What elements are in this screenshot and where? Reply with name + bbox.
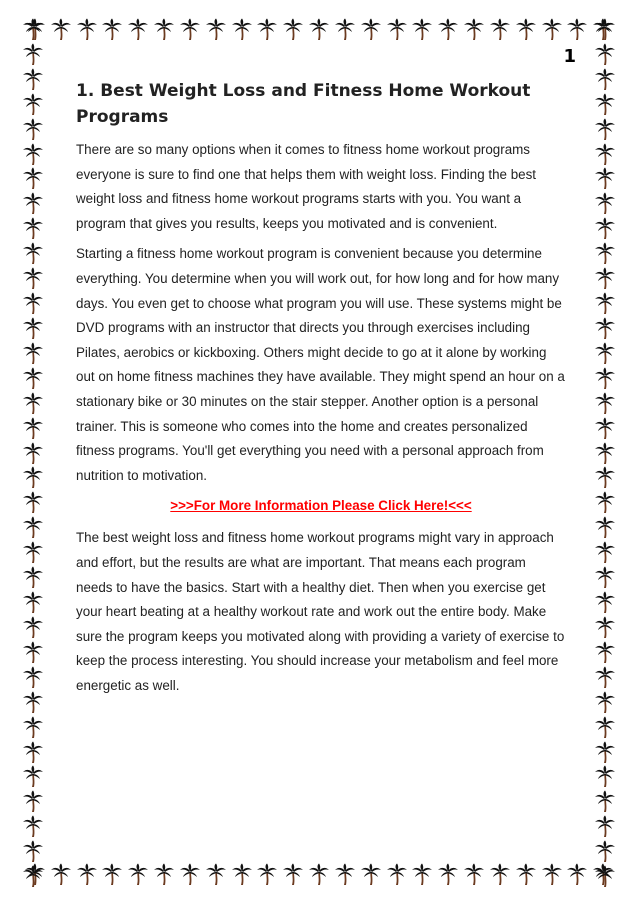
palm-tree-icon [23, 742, 43, 764]
palm-tree-icon [595, 617, 615, 639]
palm-tree-icon [595, 791, 615, 813]
palm-tree-icon [516, 19, 536, 41]
palm-tree-icon [23, 144, 43, 166]
palm-tree-icon [595, 368, 615, 390]
palm-tree-icon [23, 766, 43, 788]
palm-tree-icon [23, 567, 43, 589]
palm-tree-icon [23, 393, 43, 415]
palm-tree-icon [23, 293, 43, 315]
palm-tree-icon [595, 717, 615, 739]
more-info-link-container [76, 494, 566, 518]
palm-tree-icon [438, 864, 458, 886]
left-palm-border [22, 16, 44, 888]
palm-tree-icon [23, 816, 43, 838]
palm-tree-icon [335, 864, 355, 886]
palm-tree-icon [595, 467, 615, 489]
palm-tree-icon [595, 517, 615, 539]
palm-tree-icon [595, 567, 615, 589]
paragraph-intro: There are so many options when it comes to fitness home workout programs everyone is sure to find one that helps them with weight loss. Finding the best weight loss and fitness home workout programs starts with you. You want a program that gives you results, keeps you motivated and is convenient. [76, 142, 537, 231]
palm-tree-icon [23, 268, 43, 290]
palm-tree-icon [387, 864, 407, 886]
palm-tree-icon [180, 864, 200, 886]
right-palm-border [594, 16, 616, 888]
palm-tree-icon [438, 19, 458, 41]
palm-tree-icon [516, 864, 536, 886]
palm-tree-icon [102, 19, 122, 41]
palm-tree-icon [23, 791, 43, 813]
palm-tree-icon [128, 864, 148, 886]
palm-tree-icon [595, 841, 615, 863]
palm-tree-icon [387, 19, 407, 41]
palm-tree-icon [23, 368, 43, 390]
palm-tree-icon [23, 667, 43, 689]
palm-tree-icon [77, 864, 97, 886]
palm-tree-icon [232, 864, 252, 886]
palm-tree-icon [23, 193, 43, 215]
palm-tree-icon [595, 766, 615, 788]
palm-tree-icon [464, 864, 484, 886]
palm-tree-icon [542, 19, 562, 41]
palm-tree-icon [595, 218, 615, 240]
palm-tree-icon [595, 393, 615, 415]
palm-tree-icon [154, 864, 174, 886]
palm-tree-icon [51, 19, 71, 41]
palm-tree-icon [128, 19, 148, 41]
palm-tree-icon [23, 343, 43, 365]
palm-tree-icon [23, 866, 43, 888]
palm-tree-icon [490, 864, 510, 886]
palm-tree-icon [595, 816, 615, 838]
palm-tree-icon [361, 19, 381, 41]
palm-tree-icon [412, 19, 432, 41]
paragraph-starting: Starting a fitness home workout program is convenient because you determine everything. You determine when you will work out, for how long and for how many days. You even get to choose what program you will use. These systems might be DVD programs with an instructor that directs you through exercises including Pilates, aerobics or kickboxing. Others might decide to go at it alone by working out on home fitness machines they have available. They might spend an hour on a stationary bike or 30 minutes on the stair stepper. Another option is a personal trainer. This is someone who comes into the home and creates personalized fitness programs. You'll get everything you need with a personal approach from nutrition to motivation. [76, 246, 565, 483]
palm-tree-icon [335, 19, 355, 41]
palm-tree-icon [23, 168, 43, 190]
palm-tree-icon [23, 841, 43, 863]
palm-tree-icon [567, 864, 587, 886]
palm-tree-icon [595, 592, 615, 614]
palm-tree-icon [595, 418, 615, 440]
palm-tree-icon [595, 742, 615, 764]
palm-tree-icon [595, 642, 615, 664]
palm-tree-icon [257, 864, 277, 886]
palm-tree-icon [595, 542, 615, 564]
palm-tree-icon [595, 492, 615, 514]
palm-tree-icon [595, 692, 615, 714]
palm-tree-icon [595, 168, 615, 190]
palm-tree-icon [23, 642, 43, 664]
palm-tree-icon [206, 19, 226, 41]
palm-tree-icon [595, 144, 615, 166]
palm-tree-icon [232, 19, 252, 41]
palm-tree-icon [23, 542, 43, 564]
palm-tree-icon [595, 667, 615, 689]
palm-tree-icon [595, 119, 615, 141]
top-palm-border [22, 14, 616, 44]
palm-tree-icon [23, 243, 43, 265]
palm-tree-icon [309, 19, 329, 41]
palm-tree-icon [567, 19, 587, 41]
palm-tree-icon [180, 19, 200, 41]
more-info-link[interactable]: >>>For More Information Please Click Here!<<< [170, 498, 472, 514]
palm-tree-icon [23, 692, 43, 714]
palm-tree-icon [23, 218, 43, 240]
palm-tree-icon [23, 592, 43, 614]
palm-tree-icon [490, 19, 510, 41]
palm-tree-icon [595, 293, 615, 315]
palm-tree-icon [542, 864, 562, 886]
palm-tree-icon [23, 19, 43, 41]
bottom-palm-border [22, 859, 616, 889]
palm-tree-icon [23, 492, 43, 514]
page-title: 1. Best Weight Loss and Fitness Home Workout Programs [76, 81, 531, 127]
palm-tree-icon [595, 443, 615, 465]
palm-tree-icon [595, 69, 615, 91]
palm-tree-icon [309, 864, 329, 886]
palm-tree-icon [595, 343, 615, 365]
palm-tree-icon [206, 864, 226, 886]
palm-tree-icon [23, 94, 43, 116]
palm-tree-icon [51, 864, 71, 886]
palm-tree-icon [595, 243, 615, 265]
palm-tree-icon [412, 864, 432, 886]
palm-tree-icon [23, 69, 43, 91]
palm-tree-icon [23, 467, 43, 489]
palm-tree-icon [23, 443, 43, 465]
palm-tree-icon [283, 19, 303, 41]
paragraph-results: The best weight loss and fitness home workout programs might vary in approach and effort, but the results are what are important. That means each program needs to have the basics. Start with a healthy diet. Then when you exercise get your heart beating at a healthy workout rate and work out the entire body. Make sure the program keeps you motivated along with providing a variety of exercise to keep the process interesting. You should increase your metabolism and feel more energetic as well. [76, 530, 565, 693]
palm-tree-icon [464, 19, 484, 41]
palm-tree-icon [23, 617, 43, 639]
palm-tree-icon [23, 318, 43, 340]
palm-tree-icon [595, 94, 615, 116]
document-body [76, 78, 566, 704]
palm-tree-icon [23, 717, 43, 739]
palm-tree-icon [23, 119, 43, 141]
palm-tree-icon [23, 517, 43, 539]
palm-tree-icon [595, 866, 615, 888]
palm-tree-icon [257, 19, 277, 41]
palm-tree-icon [283, 864, 303, 886]
palm-tree-icon [23, 418, 43, 440]
palm-tree-icon [595, 19, 615, 41]
palm-tree-icon [595, 318, 615, 340]
palm-tree-icon [595, 193, 615, 215]
palm-tree-icon [77, 19, 97, 41]
palm-tree-icon [361, 864, 381, 886]
page-number: 1 [563, 46, 576, 67]
palm-tree-icon [23, 44, 43, 66]
palm-tree-icon [595, 44, 615, 66]
palm-tree-icon [102, 864, 122, 886]
palm-tree-icon [154, 19, 174, 41]
palm-tree-icon [595, 268, 615, 290]
